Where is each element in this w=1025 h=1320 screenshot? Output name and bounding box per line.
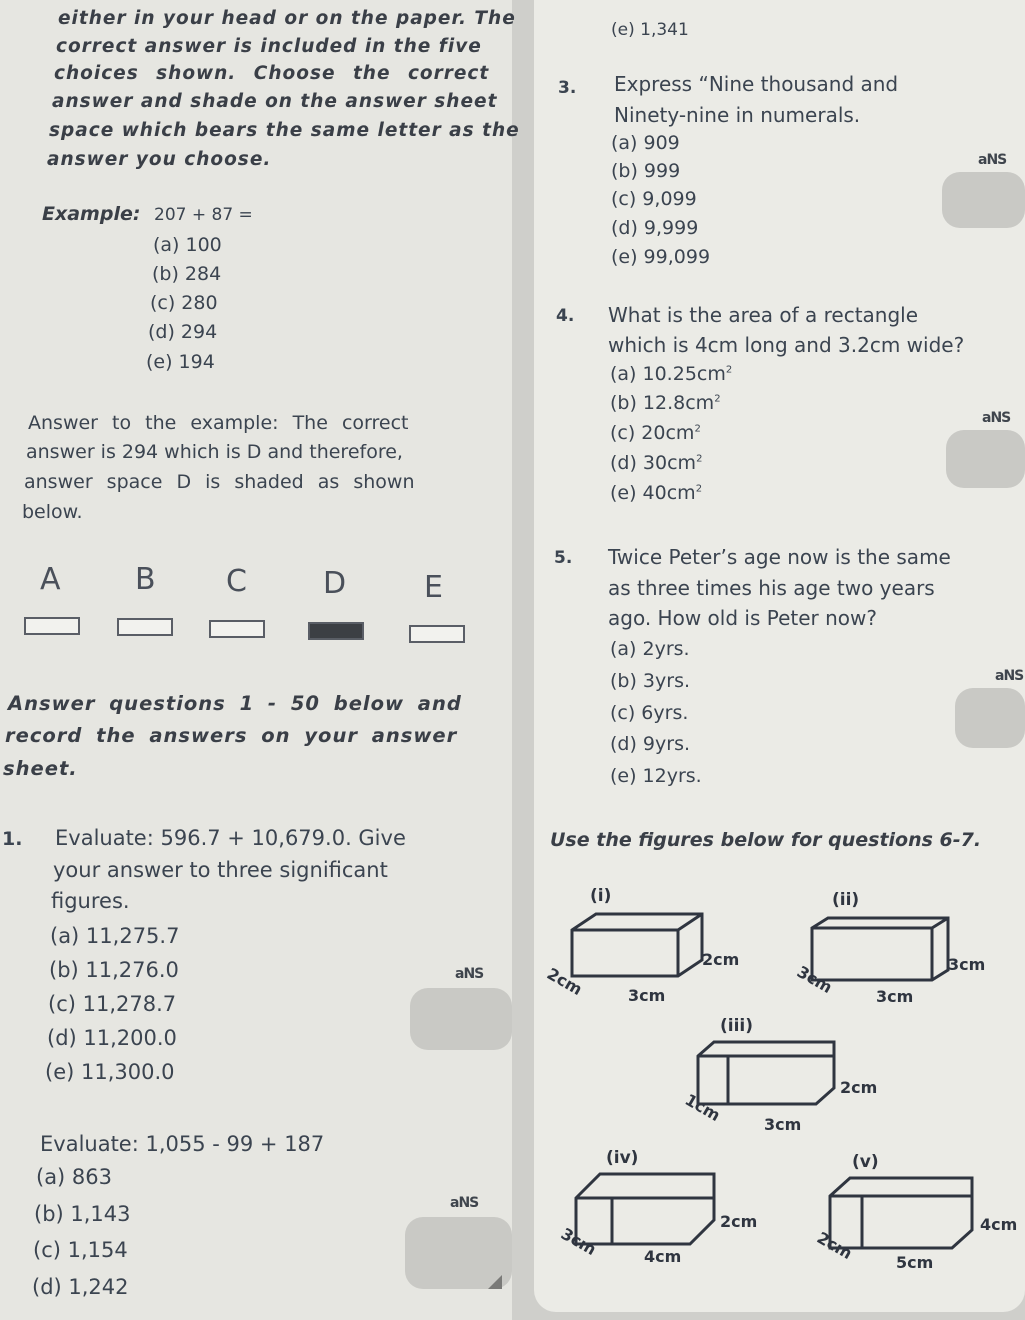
question-text: Ninety-nine in numerals. <box>614 103 861 127</box>
instruction-line: either in your head or on the paper. The <box>58 8 516 29</box>
option <box>610 422 701 444</box>
option: (d) 1,242 <box>32 1275 129 1299</box>
example-expression: 207 + 87 = <box>154 205 253 225</box>
option: (c) 6yrs. <box>610 702 689 724</box>
answer-letter: B <box>135 562 156 597</box>
option <box>610 363 732 385</box>
option-exponent: 2 <box>714 393 721 405</box>
example-option: (a) 100 <box>153 234 222 256</box>
option-text: (d) 30cm <box>610 452 697 474</box>
height-label: 2cm <box>720 1212 758 1231</box>
length-label: 3cm <box>876 987 914 1006</box>
length-label: 4cm <box>644 1247 682 1266</box>
depth-label: 2cm <box>813 1227 856 1264</box>
answer-letter: D <box>323 566 347 601</box>
option: (b) 3yrs. <box>610 670 691 692</box>
cuboid-figure <box>694 1040 844 1110</box>
depth-label: 3cm <box>557 1223 600 1260</box>
question-number: 4. <box>556 306 575 326</box>
example-option: (e) 194 <box>146 351 215 373</box>
ans-label: aNS <box>450 1195 479 1211</box>
question-text: figures. <box>51 889 130 913</box>
height-label: 2cm <box>702 950 740 969</box>
instruction-line: answer and shade on the answer sheet <box>52 91 498 112</box>
option: (a) 863 <box>36 1165 113 1189</box>
option: (c) 11,278.7 <box>48 992 177 1016</box>
record-line: sheet. <box>3 757 78 780</box>
question-text: Express “Nine thousand and <box>614 72 899 96</box>
question-text: as three times his age two years <box>608 576 935 600</box>
instruction-line: space which bears the same letter as the <box>49 120 520 141</box>
option: (a) 909 <box>611 132 680 154</box>
instruction-line: correct answer is included in the five <box>56 36 482 57</box>
ans-label: aNS <box>978 152 1007 168</box>
right-page <box>534 0 1025 1312</box>
height-label: 3cm <box>948 955 986 974</box>
answer-letter: E <box>424 570 443 605</box>
option: (e) 12yrs. <box>610 765 702 787</box>
option-exponent: 2 <box>694 423 701 435</box>
question-number: 5. <box>554 548 573 568</box>
record-line: Answer questions 1 - 50 below and <box>8 692 462 715</box>
instruction-line: choices shown. Choose the correct <box>54 63 490 84</box>
question-number: 1. <box>2 828 23 850</box>
answer-space-b[interactable] <box>117 618 173 636</box>
figure-label: (v) <box>852 1152 879 1172</box>
option-exponent: 2 <box>725 364 733 376</box>
question-text: ago. How old is Peter now? <box>608 606 877 630</box>
option <box>610 392 721 414</box>
answer-space-a[interactable] <box>24 617 80 635</box>
explanation-line: Answer to the example: The correct <box>28 412 409 434</box>
option: (d) 9,999 <box>611 217 699 239</box>
option-exponent: 2 <box>696 453 703 465</box>
question-text: your answer to three significant <box>53 858 388 882</box>
figure-label: (i) <box>590 886 612 906</box>
example-option: (b) 284 <box>152 263 222 285</box>
option: (a) 11,275.7 <box>50 924 180 948</box>
length-label: 3cm <box>628 986 666 1005</box>
figure-label: (iii) <box>720 1016 754 1036</box>
instruction-line: answer you choose. <box>47 149 272 170</box>
example-option: (d) 294 <box>148 321 218 343</box>
length-label: 3cm <box>764 1115 802 1134</box>
option: (b) 1,143 <box>34 1202 131 1226</box>
answer-space-c[interactable] <box>209 620 265 638</box>
page-fold-icon <box>488 1275 502 1289</box>
figure-label: (ii) <box>832 890 860 910</box>
option: (d) 9yrs. <box>610 733 691 755</box>
answer-letter: A <box>40 562 61 597</box>
option: (b) 999 <box>611 160 681 182</box>
option: (d) 11,200.0 <box>47 1026 177 1050</box>
length-label: 5cm <box>896 1253 934 1272</box>
option: (c) 1,154 <box>33 1238 128 1262</box>
question-text: Twice Peter’s age now is the same <box>608 545 951 569</box>
option-text: (e) 40cm <box>610 482 696 504</box>
option: (e) 99,099 <box>611 246 711 268</box>
depth-label: 2cm <box>543 963 586 1000</box>
depth-label: 3cm <box>793 961 836 998</box>
depth-label: 1cm <box>681 1089 724 1126</box>
height-label: 2cm <box>840 1078 878 1097</box>
question-text: Evaluate: 1,055 - 99 + 187 <box>40 1132 325 1156</box>
cuboid-figure <box>560 912 710 982</box>
question-number: 3. <box>558 78 577 98</box>
answer-box[interactable] <box>942 172 1025 228</box>
option-exponent: 2 <box>695 483 703 495</box>
answer-box[interactable] <box>946 430 1025 488</box>
height-label: 4cm <box>980 1215 1018 1234</box>
answer-box[interactable] <box>410 988 512 1050</box>
explanation-line: answer is 294 which is D and therefore, <box>26 441 403 463</box>
record-line: record the answers on your answer <box>5 724 458 747</box>
figure-label: (iv) <box>606 1148 639 1168</box>
option: (e) 1,341 <box>611 20 689 40</box>
option <box>610 482 702 504</box>
question-text: which is 4cm long and 3.2cm wide? <box>608 333 965 357</box>
ans-label: aNS <box>455 966 484 982</box>
option-text: (c) 20cm <box>610 422 695 444</box>
option-text: (a) 10.25cm <box>610 363 726 385</box>
answer-space-d[interactable] <box>308 622 364 640</box>
example-label: Example: <box>42 203 141 225</box>
answer-box[interactable] <box>405 1217 512 1289</box>
question-text: What is the area of a rectangle <box>608 303 919 327</box>
option: (b) 11,276.0 <box>49 958 179 982</box>
option: (c) 9,099 <box>611 188 697 210</box>
option: (a) 2yrs. <box>610 638 690 660</box>
explanation-line: answer space D is shaded as shown <box>24 471 415 493</box>
ans-label: aNS <box>995 668 1024 684</box>
option-text: (b) 12.8cm <box>610 392 715 414</box>
answer-space-e[interactable] <box>409 625 465 643</box>
explanation-line: below. <box>22 501 83 523</box>
option: (e) 11,300.0 <box>45 1060 175 1084</box>
example-option: (c) 280 <box>150 292 218 314</box>
ans-label: aNS <box>982 410 1011 426</box>
answer-box[interactable] <box>955 688 1025 748</box>
question-text: Evaluate: 596.7 + 10,679.0. Give <box>55 826 406 850</box>
answer-letter: C <box>226 564 247 599</box>
figures-heading: Use the figures below for questions 6-7. <box>550 829 982 851</box>
option <box>610 452 702 474</box>
